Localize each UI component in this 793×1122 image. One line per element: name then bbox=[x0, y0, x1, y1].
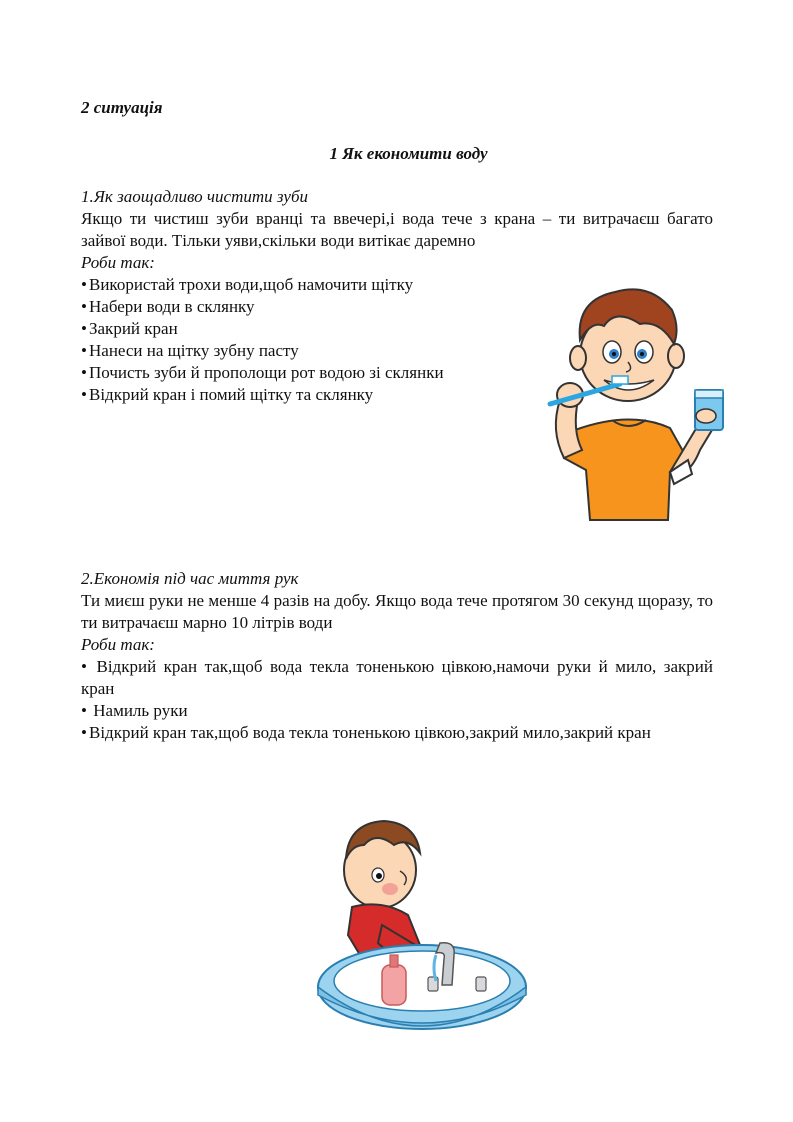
list-item: • Намиль руки bbox=[81, 701, 188, 720]
section-heading: 1.Як заощадливо чистити зуби bbox=[81, 187, 309, 206]
list-item: • Нанеси на щітку зубну пасту bbox=[81, 341, 299, 360]
list-item: • Використай трохи води,щоб намочити щітку bbox=[81, 275, 414, 294]
steps-list bbox=[81, 656, 713, 744]
situation-label: 2 ситуація bbox=[81, 98, 163, 117]
list-item: • Відкрий кран так,щоб вода текла тоненькою цівкою,намочи руки й мило, закрий кран bbox=[81, 657, 713, 698]
document-title: 1 Як економити воду bbox=[329, 144, 488, 163]
do-label: Роби так: bbox=[81, 635, 155, 654]
list-item: • Відкрий кран і помий щітку та склянку bbox=[81, 385, 374, 404]
section-paragraph: Якщо ти чистиш зуби вранці та ввечері,і вода тече з крана – ти витрачаєш багато зайвої води. Тільки уяви,скільки води витікає даремно bbox=[81, 209, 713, 250]
section-paragraph: Ти миєш руки не менше 4 разів на добу. Якщо вода тече протягом 30 секунд щоразу, то ти витрачаєш марно 10 літрів води bbox=[81, 591, 713, 632]
list-item: • Відкрий кран так,щоб вода текла тоненькою цівкою,закрий мило,закрий кран bbox=[81, 723, 651, 742]
list-item: • Почисть зуби й прополощи рот водою зі склянки bbox=[81, 363, 444, 382]
section-heading: 2.Економія під час миття рук bbox=[81, 569, 299, 588]
boy-washing-hands-illustration bbox=[312, 815, 532, 1055]
section-hands bbox=[81, 568, 713, 744]
do-label: Роби так: bbox=[81, 253, 155, 272]
list-item: • Набери води в склянку bbox=[81, 297, 255, 316]
list-item: • Закрий кран bbox=[81, 319, 178, 338]
boy-brushing-teeth-illustration bbox=[520, 280, 745, 530]
